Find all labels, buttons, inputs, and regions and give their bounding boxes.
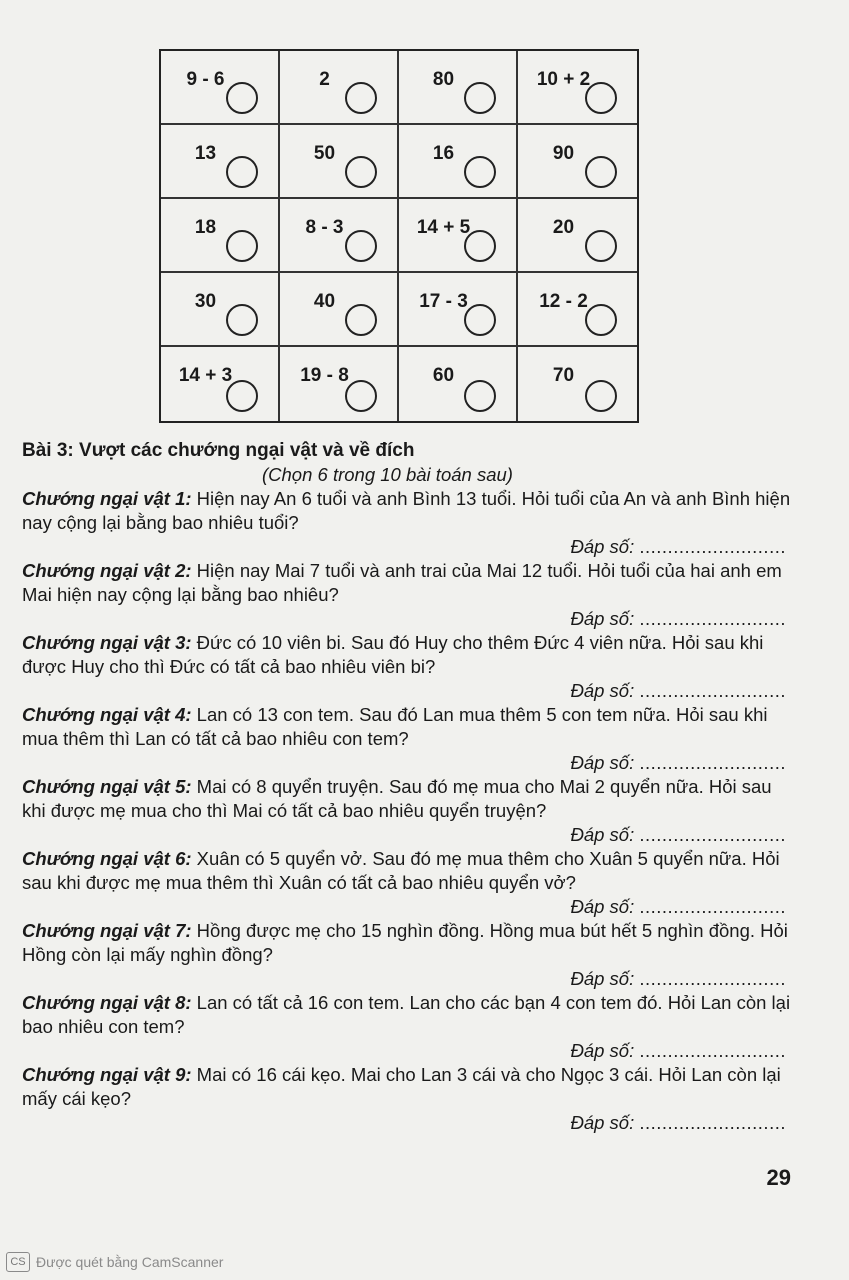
answer-blank[interactable]: .......................... bbox=[639, 896, 786, 917]
grid-cell bbox=[161, 273, 280, 347]
grid-cell-value: 90 bbox=[552, 143, 575, 164]
answer-circle[interactable] bbox=[345, 380, 377, 412]
number-grid bbox=[159, 49, 639, 423]
problem-text bbox=[22, 559, 792, 607]
answer-circle[interactable] bbox=[464, 156, 496, 188]
grid-cell-value: 18 bbox=[194, 217, 217, 238]
grid-cell-value: 14 + 3 bbox=[178, 365, 233, 386]
problem-label: Chướng ngại vật 4: bbox=[22, 704, 192, 725]
answer-label: Đáp số: bbox=[570, 968, 635, 989]
grid-cell bbox=[399, 125, 518, 199]
answer-blank[interactable]: .......................... bbox=[639, 536, 786, 557]
problem-label: Chướng ngại vật 5: bbox=[22, 776, 192, 797]
grid-cell-value: 12 - 2 bbox=[539, 291, 588, 312]
answer-circle[interactable] bbox=[345, 304, 377, 336]
problem-label: Chướng ngại vật 9: bbox=[22, 1064, 192, 1085]
answer-blank[interactable]: .......................... bbox=[639, 752, 786, 773]
grid-cell bbox=[518, 125, 637, 199]
problem-text bbox=[22, 919, 792, 967]
answer-circle[interactable] bbox=[226, 304, 258, 336]
grid-cell-value: 19 - 8 bbox=[300, 365, 349, 386]
answer-blank[interactable]: .......................... bbox=[639, 968, 786, 989]
problem-text bbox=[22, 631, 792, 679]
problem-list bbox=[22, 487, 792, 1135]
grid-cell-value: 50 bbox=[313, 143, 336, 164]
problem-label: Chướng ngại vật 1: bbox=[22, 488, 192, 509]
grid-cell bbox=[280, 125, 399, 199]
grid-cell bbox=[399, 347, 518, 421]
grid-cell-value: 60 bbox=[432, 365, 455, 386]
problem-body: Hiện nay An 6 tuổi và anh Bình 13 tuổi. Hỏi tuổi của An và anh Bình hiện nay cộng lại bằng bao nhiêu tuổi? bbox=[22, 488, 791, 533]
grid-cell-value: 10 + 2 bbox=[536, 69, 591, 90]
answer-blank[interactable]: .......................... bbox=[639, 824, 786, 845]
answer-circle[interactable] bbox=[226, 380, 258, 412]
grid-cell bbox=[161, 199, 280, 273]
problem-body: Hồng được mẹ cho 15 nghìn đồng. Hồng mua bút hết 5 nghìn đồng. Hỏi Hồng còn lại mấy nghìn đồng? bbox=[22, 920, 788, 965]
answer-blank[interactable]: .......................... bbox=[639, 1040, 786, 1061]
answer-circle[interactable] bbox=[226, 82, 258, 114]
answer-blank[interactable]: .......................... bbox=[639, 680, 786, 701]
problem-body: Lan có 13 con tem. Sau đó Lan mua thêm 5 con tem nữa. Hỏi sau khi mua thêm thì Lan có tất cả bao nhiêu con tem? bbox=[22, 704, 768, 749]
problem-label: Chướng ngại vật 7: bbox=[22, 920, 192, 941]
grid-cell bbox=[161, 125, 280, 199]
answer-line[interactable] bbox=[22, 895, 792, 919]
footer-text: Được quét bằng CamScanner bbox=[36, 1254, 224, 1270]
answer-circle[interactable] bbox=[464, 82, 496, 114]
grid-cell bbox=[161, 51, 280, 125]
page-number: 29 bbox=[766, 1165, 791, 1190]
problem-text bbox=[22, 1063, 792, 1111]
grid-cell bbox=[280, 199, 399, 273]
problem-label: Chướng ngại vật 6: bbox=[22, 848, 192, 869]
problem-body: Lan có tất cả 16 con tem. Lan cho các bạn 4 con tem đó. Hỏi Lan còn lại bao nhiêu con tem? bbox=[22, 992, 791, 1037]
grid-cell-value: 30 bbox=[194, 291, 217, 312]
answer-line[interactable] bbox=[22, 823, 792, 847]
answer-label: Đáp số: bbox=[570, 824, 635, 845]
grid-cell-value: 80 bbox=[432, 69, 455, 90]
grid-cell bbox=[161, 347, 280, 421]
section-title bbox=[22, 439, 792, 463]
answer-circle[interactable] bbox=[226, 156, 258, 188]
grid-cell-value: 9 - 6 bbox=[186, 69, 225, 90]
answer-circle[interactable] bbox=[345, 156, 377, 188]
grid-cell-value: 20 bbox=[552, 217, 575, 238]
answer-line[interactable] bbox=[22, 679, 792, 703]
grid-cell bbox=[399, 51, 518, 125]
answer-line[interactable] bbox=[22, 1111, 792, 1135]
problem-text bbox=[22, 847, 792, 895]
answer-label: Đáp số: bbox=[570, 1040, 635, 1061]
grid-cell-value: 8 - 3 bbox=[305, 217, 344, 238]
section-title-text: Vượt các chướng ngại vật và về đích bbox=[73, 440, 415, 461]
grid-cell-value: 14 + 5 bbox=[416, 217, 471, 238]
problem-label: Chướng ngại vật 8: bbox=[22, 992, 192, 1013]
answer-line[interactable] bbox=[22, 967, 792, 991]
answer-blank[interactable]: .......................... bbox=[639, 608, 786, 629]
answer-label: Đáp số: bbox=[570, 896, 635, 917]
section-label: Bài 3: bbox=[22, 440, 74, 461]
grid-cell-value: 70 bbox=[552, 365, 575, 386]
problem-body: Mai có 8 quyển truyện. Sau đó mẹ mua cho Mai 2 quyển nữa. Hỏi sau khi được mẹ mua cho thì Mai có tất cả bao nhiêu quyển truyện? bbox=[22, 776, 772, 821]
grid-cell bbox=[518, 51, 637, 125]
answer-circle[interactable] bbox=[464, 380, 496, 412]
section-subtitle: (Chọn 6 trong 10 bài toán sau) bbox=[262, 464, 513, 485]
camscanner-logo-icon: CS bbox=[6, 1252, 30, 1272]
answer-circle[interactable] bbox=[585, 304, 617, 336]
grid-cell bbox=[518, 199, 637, 273]
answer-circle[interactable] bbox=[345, 230, 377, 262]
grid-cell-value: 13 bbox=[194, 143, 217, 164]
problem-body: Đức có 10 viên bi. Sau đó Huy cho thêm Đức 4 viên nữa. Hỏi sau khi được Huy cho thì Đức có tất cả bao nhiêu viên bi? bbox=[22, 632, 764, 677]
answer-label: Đáp số: bbox=[570, 608, 635, 629]
problem-body: Xuân có 5 quyển vở. Sau đó mẹ mua thêm cho Xuân 5 quyển nữa. Hỏi sau khi được mẹ mua thêm thì Xuân có tất cả bao nhiêu quyển vở? bbox=[22, 848, 780, 893]
answer-label: Đáp số: bbox=[570, 1112, 635, 1133]
scanner-footer bbox=[6, 1252, 223, 1272]
problem-label: Chướng ngại vật 2: bbox=[22, 560, 192, 581]
grid-cell bbox=[280, 51, 399, 125]
answer-circle[interactable] bbox=[585, 156, 617, 188]
grid-cell bbox=[399, 273, 518, 347]
problem-text bbox=[22, 991, 792, 1039]
answer-circle[interactable] bbox=[226, 230, 258, 262]
problem-body: Mai có 16 cái kẹo. Mai cho Lan 3 cái và cho Ngọc 3 cái. Hỏi Lan còn lại mấy cái kẹo? bbox=[22, 1064, 781, 1109]
answer-label: Đáp số: bbox=[570, 752, 635, 773]
grid-cell bbox=[518, 273, 637, 347]
problem-label: Chướng ngại vật 3: bbox=[22, 632, 192, 653]
answer-circle[interactable] bbox=[345, 82, 377, 114]
grid-cell bbox=[280, 347, 399, 421]
grid-cell-value: 16 bbox=[432, 143, 455, 164]
answer-label: Đáp số: bbox=[570, 680, 635, 701]
problem-body: Hiện nay Mai 7 tuổi và anh trai của Mai 12 tuổi. Hỏi tuổi của hai anh em Mai hiện nay cộng lại bằng bao nhiêu? bbox=[22, 560, 782, 605]
answer-circle[interactable] bbox=[585, 230, 617, 262]
grid-cell bbox=[399, 199, 518, 273]
answer-blank[interactable]: .......................... bbox=[639, 1112, 786, 1133]
answer-line[interactable] bbox=[22, 1039, 792, 1063]
problem-text bbox=[22, 703, 792, 751]
grid-cell-value: 40 bbox=[313, 291, 336, 312]
answer-circle[interactable] bbox=[585, 82, 617, 114]
answer-line[interactable] bbox=[22, 751, 792, 775]
problem-text bbox=[22, 775, 792, 823]
answer-circle[interactable] bbox=[464, 230, 496, 262]
grid-cell bbox=[518, 347, 637, 421]
grid-cell-value: 2 bbox=[319, 69, 330, 90]
problem-text bbox=[22, 487, 792, 535]
answer-line[interactable] bbox=[22, 607, 792, 631]
answer-circle[interactable] bbox=[585, 380, 617, 412]
answer-line[interactable] bbox=[22, 535, 792, 559]
answer-circle[interactable] bbox=[464, 304, 496, 336]
grid-cell bbox=[280, 273, 399, 347]
grid-cell-value: 17 - 3 bbox=[419, 291, 468, 312]
answer-label: Đáp số: bbox=[570, 536, 635, 557]
